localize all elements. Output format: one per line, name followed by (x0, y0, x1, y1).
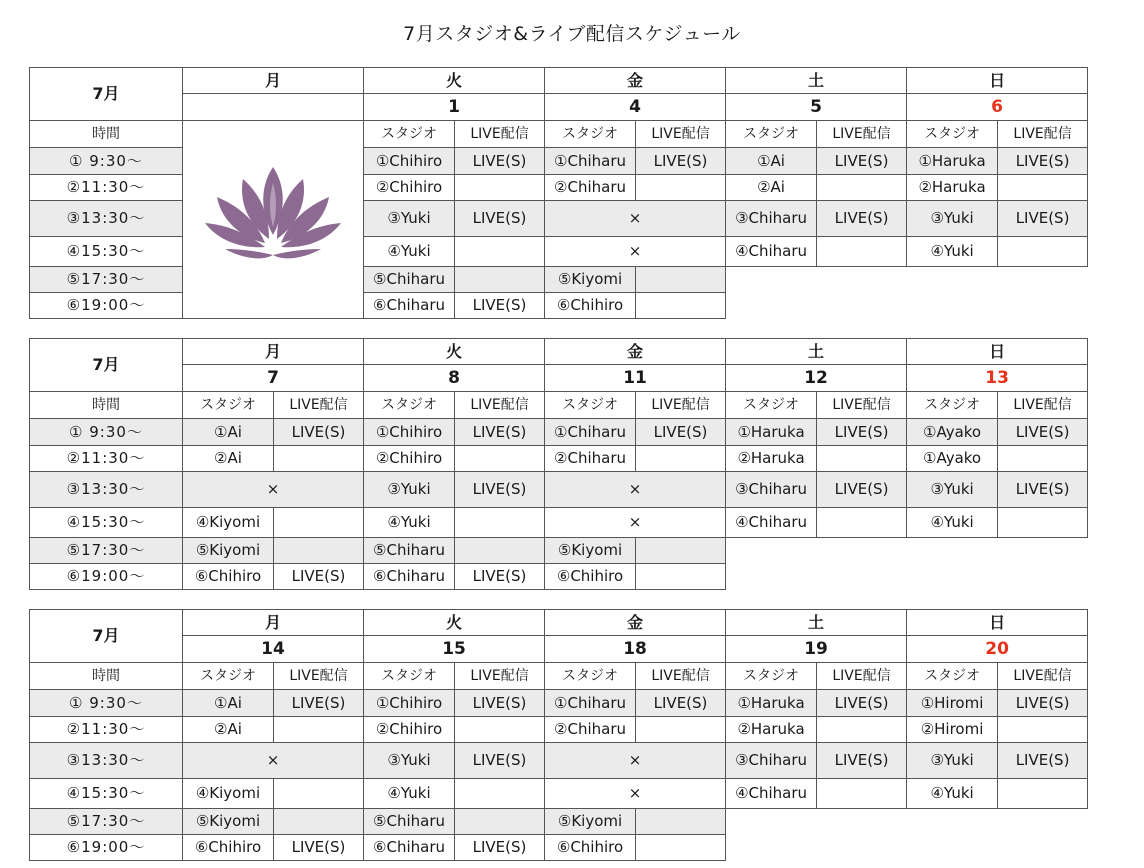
live-cell (455, 779, 545, 809)
empty-area (817, 267, 907, 293)
live-cell (455, 267, 545, 293)
live-cell (817, 717, 907, 743)
day-header: 火 (364, 68, 545, 94)
studio-column-header: スタジオ (183, 392, 274, 419)
live-cell (998, 508, 1088, 538)
live-cell (455, 538, 545, 564)
unavailable-cell: × (545, 472, 726, 508)
live-cell: LIVE(S) (274, 835, 364, 861)
day-header: 金 (545, 68, 726, 94)
time-row (30, 690, 1088, 717)
live-cell: LIVE(S) (817, 472, 907, 508)
studio-cell: ③Yuki (364, 743, 455, 779)
unavailable-cell: × (545, 779, 726, 809)
studio-cell: ②Haruka (726, 717, 817, 743)
time-slot-label: ⑤17:30〜 (30, 538, 183, 564)
time-slot-label: ⑥19:00〜 (30, 293, 183, 319)
live-cell: LIVE(S) (274, 690, 364, 717)
time-slot-label: ②11:30〜 (30, 175, 183, 201)
studio-column-header: スタジオ (726, 392, 817, 419)
studio-cell: ⑥Chihiro (545, 835, 636, 861)
live-cell: LIVE(S) (455, 293, 545, 319)
empty-area (998, 835, 1088, 861)
empty-area (817, 293, 907, 319)
empty-area (907, 564, 998, 590)
time-slot-label: ③13:30〜 (30, 743, 183, 779)
studio-cell: ④Kiyomi (183, 508, 274, 538)
time-row (30, 508, 1088, 538)
time-slot-label: ③13:30〜 (30, 472, 183, 508)
studio-cell: ③Yuki (907, 201, 998, 237)
live-column-header: LIVE配信 (455, 121, 545, 148)
empty-area (907, 809, 998, 835)
live-cell (636, 717, 726, 743)
studio-cell: ⑤Chiharu (364, 809, 455, 835)
studio-cell: ③Yuki (907, 743, 998, 779)
page-title: 7月スタジオ&ライブ配信スケジュール (403, 23, 741, 45)
time-row (30, 779, 1088, 809)
studio-cell: ①Ai (726, 148, 817, 175)
studio-cell: ②Chihiro (364, 175, 455, 201)
live-cell (455, 717, 545, 743)
studio-cell: ②Chiharu (545, 175, 636, 201)
empty-area (726, 538, 817, 564)
date-header: 6 (907, 94, 1088, 121)
unavailable-cell: × (545, 743, 726, 779)
day-header: 月 (183, 339, 364, 365)
live-cell (455, 809, 545, 835)
live-cell: LIVE(S) (636, 419, 726, 446)
day-header: 土 (726, 339, 907, 365)
studio-cell: ①Haruka (726, 690, 817, 717)
time-header: 時間 (30, 121, 183, 148)
live-cell (274, 508, 364, 538)
day-header: 火 (364, 339, 545, 365)
day-header: 土 (726, 68, 907, 94)
empty-area (998, 564, 1088, 590)
time-slot-label: ④15:30〜 (30, 779, 183, 809)
empty-area (907, 293, 998, 319)
live-cell (998, 446, 1088, 472)
day-header: 日 (907, 68, 1088, 94)
empty-area (817, 538, 907, 564)
studio-cell: ④Yuki (907, 779, 998, 809)
live-cell: LIVE(S) (998, 148, 1088, 175)
date-header: 8 (364, 365, 545, 392)
studio-cell: ①Chihiro (364, 148, 455, 175)
time-row (30, 564, 1088, 590)
day-header: 火 (364, 610, 545, 636)
live-column-header: LIVE配信 (274, 392, 364, 419)
live-column-header: LIVE配信 (817, 663, 907, 690)
live-cell (636, 564, 726, 590)
studio-cell: ②Haruka (726, 446, 817, 472)
studio-cell: ③Yuki (907, 472, 998, 508)
live-column-header: LIVE配信 (636, 392, 726, 419)
time-row (30, 446, 1088, 472)
time-slot-label: ⑤17:30〜 (30, 267, 183, 293)
time-row (30, 419, 1088, 446)
live-cell: LIVE(S) (817, 743, 907, 779)
live-column-header: LIVE配信 (636, 121, 726, 148)
live-cell (636, 175, 726, 201)
studio-column-header: スタジオ (726, 121, 817, 148)
studio-cell: ③Chiharu (726, 201, 817, 237)
schedule-table-week-3 (29, 609, 1088, 861)
studio-cell: ④Chiharu (726, 779, 817, 809)
live-column-header: LIVE配信 (817, 392, 907, 419)
studio-cell: ⑥Chihiro (545, 564, 636, 590)
studio-cell: ④Yuki (364, 237, 455, 267)
live-cell: LIVE(S) (636, 148, 726, 175)
time-row (30, 809, 1088, 835)
time-slot-label: ① 9:30〜 (30, 419, 183, 446)
date-header (183, 94, 364, 121)
time-row (30, 835, 1088, 861)
studio-column-header: スタジオ (907, 392, 998, 419)
live-cell: LIVE(S) (817, 148, 907, 175)
studio-cell: ①Ayako (907, 419, 998, 446)
time-row (30, 538, 1088, 564)
date-header: 20 (907, 636, 1088, 663)
live-cell: LIVE(S) (455, 743, 545, 779)
schedule-table-week-1 (29, 67, 1088, 319)
empty-area (907, 835, 998, 861)
live-cell: LIVE(S) (998, 743, 1088, 779)
studio-cell: ②Ai (726, 175, 817, 201)
time-slot-label: ③13:30〜 (30, 201, 183, 237)
live-cell (636, 267, 726, 293)
time-row (30, 743, 1088, 779)
time-slot-label: ① 9:30〜 (30, 148, 183, 175)
live-cell: LIVE(S) (998, 472, 1088, 508)
unavailable-cell: × (183, 743, 364, 779)
live-cell (274, 809, 364, 835)
studio-column-header: スタジオ (364, 663, 455, 690)
live-cell: LIVE(S) (455, 148, 545, 175)
studio-cell: ②Chiharu (545, 446, 636, 472)
studio-column-header: スタジオ (907, 121, 998, 148)
month-label: 7月 (30, 68, 183, 121)
live-column-header: LIVE配信 (998, 392, 1088, 419)
live-cell (998, 779, 1088, 809)
day-header: 月 (183, 68, 364, 94)
studio-cell: ⑤Chiharu (364, 267, 455, 293)
month-label: 7月 (30, 610, 183, 663)
live-column-header: LIVE配信 (817, 121, 907, 148)
empty-area (907, 267, 998, 293)
studio-cell: ①Chihiro (364, 419, 455, 446)
live-cell (274, 717, 364, 743)
empty-area (998, 267, 1088, 293)
live-cell (455, 237, 545, 267)
live-column-header: LIVE配信 (274, 663, 364, 690)
live-cell (636, 835, 726, 861)
live-cell: LIVE(S) (455, 201, 545, 237)
live-cell: LIVE(S) (817, 690, 907, 717)
empty-area (726, 564, 817, 590)
date-header: 13 (907, 365, 1088, 392)
unavailable-cell: × (183, 472, 364, 508)
studio-column-header: スタジオ (907, 663, 998, 690)
studio-cell: ①Ayako (907, 446, 998, 472)
studio-cell: ④Yuki (907, 508, 998, 538)
studio-cell: ①Haruka (726, 419, 817, 446)
lotus-icon (203, 163, 343, 273)
live-cell (636, 293, 726, 319)
live-cell (274, 446, 364, 472)
live-cell: LIVE(S) (274, 419, 364, 446)
studio-column-header: スタジオ (545, 663, 636, 690)
live-cell (636, 446, 726, 472)
time-row (30, 717, 1088, 743)
live-cell: LIVE(S) (455, 835, 545, 861)
live-cell (817, 508, 907, 538)
live-cell (636, 538, 726, 564)
studio-cell: ④Yuki (364, 779, 455, 809)
live-column-header: LIVE配信 (455, 663, 545, 690)
studio-cell: ①Haruka (907, 148, 998, 175)
studio-cell: ③Chiharu (726, 472, 817, 508)
time-slot-label: ⑥19:00〜 (30, 835, 183, 861)
live-cell: LIVE(S) (998, 690, 1088, 717)
live-cell (998, 175, 1088, 201)
studio-cell: ④Kiyomi (183, 779, 274, 809)
studio-cell: ④Chiharu (726, 508, 817, 538)
studio-cell: ⑥Chiharu (364, 293, 455, 319)
live-cell (998, 237, 1088, 267)
live-cell (817, 237, 907, 267)
unavailable-cell: × (545, 237, 726, 267)
live-cell (455, 446, 545, 472)
live-column-header: LIVE配信 (998, 663, 1088, 690)
live-cell (274, 779, 364, 809)
time-row (30, 472, 1088, 508)
live-cell: LIVE(S) (274, 564, 364, 590)
unavailable-cell: × (545, 201, 726, 237)
studio-cell: ⑥Chihiro (183, 564, 274, 590)
studio-cell: ①Chiharu (545, 690, 636, 717)
time-slot-label: ②11:30〜 (30, 446, 183, 472)
studio-cell: ②Chiharu (545, 717, 636, 743)
time-header: 時間 (30, 392, 183, 419)
live-cell (455, 508, 545, 538)
date-header: 1 (364, 94, 545, 121)
live-column-header: LIVE配信 (998, 121, 1088, 148)
date-header: 19 (726, 636, 907, 663)
live-column-header: LIVE配信 (455, 392, 545, 419)
day-header: 日 (907, 339, 1088, 365)
studio-cell: ③Yuki (364, 472, 455, 508)
live-cell: LIVE(S) (817, 419, 907, 446)
studio-cell: ⑤Kiyomi (545, 809, 636, 835)
live-cell: LIVE(S) (636, 690, 726, 717)
live-cell (817, 779, 907, 809)
studio-cell: ④Chiharu (726, 237, 817, 267)
time-header: 時間 (30, 663, 183, 690)
date-header: 5 (726, 94, 907, 121)
empty-area (817, 835, 907, 861)
date-header: 7 (183, 365, 364, 392)
studio-cell: ⑤Kiyomi (545, 538, 636, 564)
month-label: 7月 (30, 339, 183, 392)
live-cell: LIVE(S) (817, 201, 907, 237)
live-column-header: LIVE配信 (636, 663, 726, 690)
day-header: 月 (183, 610, 364, 636)
studio-cell: ①Chiharu (545, 148, 636, 175)
empty-area (817, 564, 907, 590)
live-cell (817, 175, 907, 201)
studio-cell: ④Yuki (907, 237, 998, 267)
time-slot-label: ⑤17:30〜 (30, 809, 183, 835)
live-cell (455, 175, 545, 201)
studio-column-header: スタジオ (545, 121, 636, 148)
empty-area (998, 293, 1088, 319)
studio-cell: ⑤Chiharu (364, 538, 455, 564)
empty-area (726, 293, 817, 319)
empty-area (817, 809, 907, 835)
day-header: 日 (907, 610, 1088, 636)
time-slot-label: ④15:30〜 (30, 508, 183, 538)
empty-area (726, 267, 817, 293)
day-header: 金 (545, 339, 726, 365)
date-header: 15 (364, 636, 545, 663)
studio-column-header: スタジオ (364, 392, 455, 419)
live-cell (998, 717, 1088, 743)
studio-cell: ⑥Chihiro (183, 835, 274, 861)
live-cell: LIVE(S) (455, 564, 545, 590)
date-header: 4 (545, 94, 726, 121)
schedule-table-week-2 (29, 338, 1088, 590)
studio-cell: ④Yuki (364, 508, 455, 538)
live-cell: LIVE(S) (998, 419, 1088, 446)
studio-cell: ②Haruka (907, 175, 998, 201)
studio-cell: ⑤Kiyomi (545, 267, 636, 293)
live-cell (636, 809, 726, 835)
live-cell (817, 446, 907, 472)
empty-area (998, 809, 1088, 835)
studio-column-header: スタジオ (364, 121, 455, 148)
studio-cell: ③Chiharu (726, 743, 817, 779)
empty-area (998, 538, 1088, 564)
day-header: 金 (545, 610, 726, 636)
time-slot-label: ④15:30〜 (30, 237, 183, 267)
empty-area (907, 538, 998, 564)
studio-cell: ⑥Chiharu (364, 835, 455, 861)
studio-column-header: スタジオ (726, 663, 817, 690)
empty-area (726, 835, 817, 861)
studio-cell: ①Chiharu (545, 419, 636, 446)
studio-cell: ⑥Chihiro (545, 293, 636, 319)
date-header: 18 (545, 636, 726, 663)
live-cell: LIVE(S) (998, 201, 1088, 237)
studio-cell: ②Chihiro (364, 717, 455, 743)
time-slot-label: ① 9:30〜 (30, 690, 183, 717)
studio-cell: ⑥Chiharu (364, 564, 455, 590)
time-slot-label: ②11:30〜 (30, 717, 183, 743)
time-slot-label: ⑥19:00〜 (30, 564, 183, 590)
studio-column-header: スタジオ (545, 392, 636, 419)
studio-cell: ①Ai (183, 690, 274, 717)
live-cell (274, 538, 364, 564)
lotus-cell (183, 121, 364, 319)
studio-column-header: スタジオ (183, 663, 274, 690)
unavailable-cell: × (545, 508, 726, 538)
date-header: 11 (545, 365, 726, 392)
live-cell: LIVE(S) (455, 472, 545, 508)
studio-cell: ⑤Kiyomi (183, 538, 274, 564)
empty-area (726, 809, 817, 835)
studio-cell: ②Hiromi (907, 717, 998, 743)
live-cell: LIVE(S) (455, 690, 545, 717)
date-header: 12 (726, 365, 907, 392)
studio-cell: ⑤Kiyomi (183, 809, 274, 835)
studio-cell: ①Chihiro (364, 690, 455, 717)
studio-cell: ②Chihiro (364, 446, 455, 472)
date-header: 14 (183, 636, 364, 663)
studio-cell: ②Ai (183, 717, 274, 743)
day-header: 土 (726, 610, 907, 636)
studio-cell: ③Yuki (364, 201, 455, 237)
studio-cell: ②Ai (183, 446, 274, 472)
studio-cell: ①Hiromi (907, 690, 998, 717)
studio-cell: ①Ai (183, 419, 274, 446)
live-cell: LIVE(S) (455, 419, 545, 446)
